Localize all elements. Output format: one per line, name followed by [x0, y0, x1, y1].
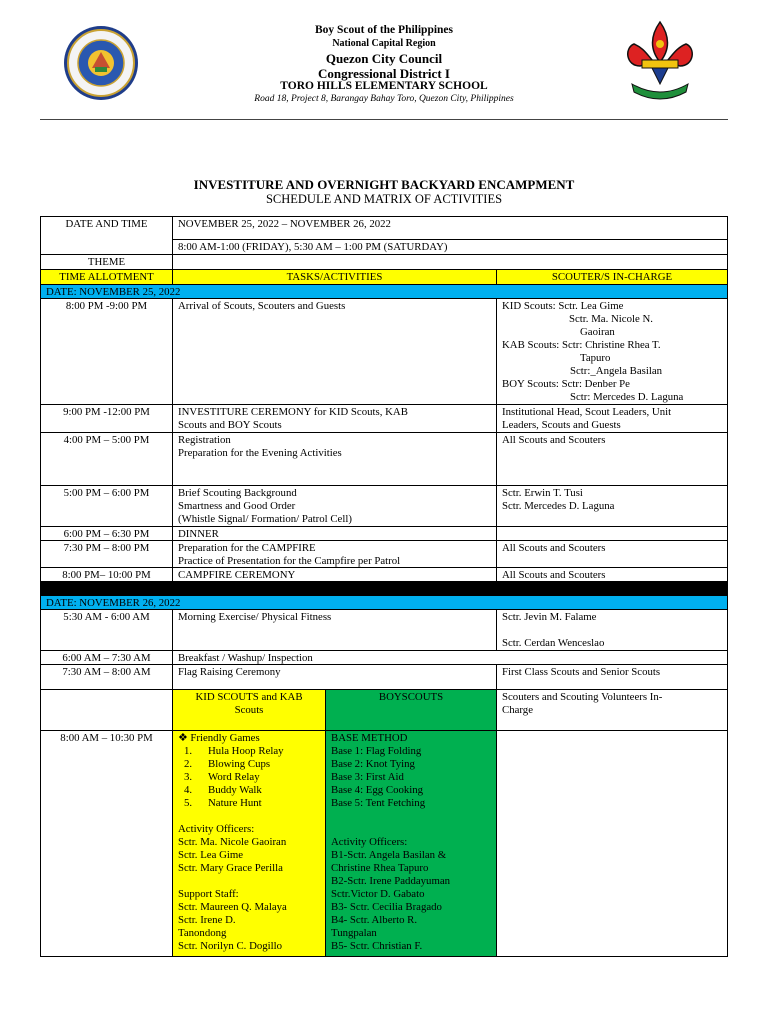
list-item: Sctr. Maureen Q. Malaya [178, 901, 287, 913]
theme-value [172, 254, 728, 269]
games-list [178, 745, 320, 810]
r1-scouter: KID Scouts: Sctr. Lea Gime [502, 300, 624, 312]
r9-time: 6:00 AM – 7:30 AM [62, 652, 151, 664]
table-row-scouters [496, 540, 728, 567]
r9-task: Breakfast / Washup/ Inspection [178, 652, 313, 664]
table-row-time [40, 540, 172, 567]
table-row-time [40, 432, 172, 485]
r10-time: 7:30 AM – 8:00 AM [62, 666, 151, 678]
r1-scouter: Sctr: Mercedes D. Laguna [570, 391, 684, 403]
date-time-label [40, 216, 172, 254]
table-row-task [172, 432, 496, 485]
list-item: Base 2: Knot Tying [331, 758, 415, 770]
table-row-time [40, 567, 172, 581]
r1-scouter: Sctr. Ma. Nicole N. [569, 313, 653, 325]
r8-time: 5:30 AM - 6:00 AM [63, 611, 150, 623]
table-row-scouters [496, 526, 728, 540]
document-title: INVESTITURE AND OVERNIGHT BACKYARD ENCAMPMENT [193, 177, 575, 192]
kid-kab-header-text: KID SCOUTS and KAB [195, 691, 303, 703]
list-item: Sctr. Irene D. [178, 914, 236, 926]
r1-scouter: KAB Scouts: Sctr: Christine Rhea T. [502, 339, 661, 351]
r3-task: Registration [178, 434, 231, 446]
r6-scouter: All Scouts and Scouters [502, 542, 606, 554]
r2-time: 9:00 PM -12:00 PM [63, 406, 150, 418]
list-item: B2-Sctr. Irene Paddayuman [331, 875, 451, 887]
list-item: Sctr. Lea Gime [178, 849, 244, 861]
table-row-scouters [496, 689, 728, 730]
kid-officers-label: Activity Officers: [178, 823, 255, 835]
table-row-scouters [496, 567, 728, 581]
r5-time: 6:00 PM – 6:30 PM [63, 528, 150, 540]
r7-scouter: All Scouts and Scouters [502, 569, 606, 581]
list-item: 3. Word Relay [184, 771, 260, 783]
list-item: 2. Blowing Cups [184, 758, 271, 770]
table-row-task [172, 540, 496, 567]
table-row-task [172, 526, 496, 540]
kid-kab-activities [172, 730, 325, 957]
r1-task: Arrival of Scouts, Scouters and Guests [178, 300, 346, 312]
list-item: 1. Hula Hoop Relay [184, 745, 284, 757]
date-value-text: NOVEMBER 25, 2022 – NOVEMBER 26, 2022 [178, 218, 391, 230]
r3-task: Preparation for the Evening Activities [178, 447, 342, 459]
header-divider [40, 119, 728, 120]
table-row-time [40, 664, 172, 689]
list-item: 4. Buddy Walk [184, 784, 262, 796]
list-item: B5- Sctr. Christian F. [331, 940, 423, 952]
table-row-scouters [496, 609, 728, 650]
r4-task: (Whistle Signal/ Formation/ Patrol Cell) [178, 513, 352, 525]
header-school: TORO HILLS ELEMENTARY SCHOOL [280, 80, 488, 92]
boy-officers-list [331, 849, 491, 953]
r8-task: Morning Exercise/ Physical Fitness [178, 611, 332, 623]
time-value-text: 8:00 AM-1:00 (FRIDAY), 5:30 AM – 1:00 PM (SATURDAY) [178, 241, 448, 253]
day1-banner [40, 284, 728, 298]
support-staff-label: Support Staff: [178, 888, 239, 900]
base-method-heading: BASE METHOD [331, 732, 408, 744]
day2-banner [40, 595, 728, 609]
date-value [172, 216, 728, 239]
day-separator [40, 581, 728, 595]
theme-label [40, 254, 172, 269]
theme-label-text: THEME [87, 256, 126, 268]
friendly-games-heading: ❖ Friendly Games [178, 732, 260, 744]
r1-scouter: Gaoiran [580, 326, 615, 338]
col-header-scouters [496, 269, 728, 284]
col-header-time-text: TIME ALLOTMENT [59, 271, 154, 283]
list-item: Tanondong [178, 927, 227, 939]
r12-time: 8:00 AM – 10:30 PM [60, 732, 153, 744]
kid-kab-header-text: Scouts [234, 704, 264, 716]
r1-time: 8:00 PM -9:00 PM [65, 300, 148, 312]
r4-scouter: Sctr. Erwin T. Tusi [502, 487, 583, 499]
day2-banner-text: DATE: NOVEMBER 26, 2022 [46, 597, 181, 609]
table-row-time [40, 609, 172, 650]
table-row-scouters [496, 730, 728, 957]
r1-scouter: Tapuro [580, 352, 611, 364]
list-item: B1-Sctr. Angela Basilan & [331, 849, 447, 861]
r3-scouter: All Scouts and Scouters [502, 434, 606, 446]
document-subtitle: SCHEDULE AND MATRIX OF ACTIVITIES [265, 192, 503, 206]
table-row-task [172, 664, 496, 689]
list-item: Sctr. Norilyn C. Dogillo [178, 940, 283, 952]
r4-task: Brief Scouting Background [178, 487, 297, 499]
boy-officers-label: Activity Officers: [331, 836, 408, 848]
list-item: Base 4: Egg Cooking [331, 784, 424, 796]
header-council: Quezon City Council [325, 51, 443, 66]
col-header-tasks [172, 269, 496, 284]
r2-task: INVESTITURE CEREMONY for KID Scouts, KAB [178, 406, 408, 418]
table-row-task [172, 298, 496, 404]
list-item: Base 1: Flag Folding [331, 745, 422, 757]
r2-scouter: Leaders, Scouts and Guests [502, 419, 621, 431]
r1-scouter: Sctr:_Angela Basilan [570, 365, 663, 377]
r10-scouter: First Class Scouts and Senior Scouts [502, 666, 661, 678]
r2-task: Scouts and BOY Scouts [178, 419, 282, 431]
r6-task: Preparation for the CAMPFIRE [178, 542, 316, 554]
r6-task: Practice of Presentation for the Campfire per Patrol [178, 555, 401, 567]
support-staff-list [178, 901, 320, 953]
list-item: Tungpalan [331, 927, 377, 939]
table-row-time [40, 485, 172, 526]
boyscouts-header-text: BOYSCOUTS [378, 691, 444, 703]
table-row-scouters [496, 404, 728, 432]
list-item: Sctr. Ma. Nicole Gaoiran [178, 836, 287, 848]
time-value [172, 239, 728, 254]
day1-banner-text: DATE: NOVEMBER 25, 2022 [46, 286, 181, 298]
table-row-scouters [496, 298, 728, 404]
r4-time: 5:00 PM – 6:00 PM [63, 487, 150, 499]
table-row-task [172, 650, 728, 664]
col-header-tasks-text: TASKS/ACTIVITIES [286, 271, 383, 283]
r7-task: CAMPFIRE CEREMONY [178, 569, 296, 581]
table-row-task [172, 485, 496, 526]
table-row-time [40, 526, 172, 540]
kid-officers-list [178, 836, 320, 875]
boyscouts-header [325, 689, 496, 730]
list-item: B3- Sctr. Cecilia Bragado [331, 901, 442, 913]
list-item: B4- Sctr. Alberto R. [331, 914, 418, 926]
r8-scouter: Sctr. Jevin M. Falame [502, 611, 597, 623]
r10-task: Flag Raising Ceremony [178, 666, 281, 678]
date-time-label-text: DATE AND TIME [65, 218, 148, 230]
kid-kab-header [172, 689, 325, 730]
table-row-scouters [496, 432, 728, 485]
table-row-scouters [496, 664, 728, 689]
table-row-task [172, 567, 496, 581]
list-item: Base 3: First Aid [331, 771, 404, 783]
table-row-time [40, 298, 172, 404]
list-item: 5. Nature Hunt [184, 797, 262, 809]
table-row-time [40, 404, 172, 432]
r1-scouter: BOY Scouts: Sctr: Denber Pe [502, 378, 630, 390]
col-header-scouters-text: SCOUTER/S IN-CHARGE [551, 271, 673, 283]
list-item: Christine Rhea Tapuro [331, 862, 429, 874]
r11-scouter: Charge [502, 704, 533, 716]
r8-scouter: Sctr. Cerdan Wenceslao [502, 637, 605, 649]
bases-list [331, 745, 491, 810]
table-row-task [172, 404, 496, 432]
list-item: Base 5: Tent Fetching [331, 797, 426, 809]
table-row-task [172, 609, 496, 650]
col-header-time [40, 269, 172, 284]
r11-scouter: Scouters and Scouting Volunteers In- [502, 691, 663, 703]
r6-time: 7:30 PM – 8:00 PM [63, 542, 150, 554]
list-item: Sctr. Mary Grace Perilla [178, 862, 283, 874]
r5-task: DINNER [178, 528, 219, 540]
table-row-time [40, 730, 172, 957]
table-row-scouters [496, 485, 728, 526]
table-row-time [40, 689, 172, 730]
table-row-time [40, 650, 172, 664]
list-item: Sctr.Victor D. Gabato [331, 888, 425, 900]
r2-scouter: Institutional Head, Scout Leaders, Unit [502, 406, 672, 418]
boyscout-activities [325, 730, 496, 957]
header-district: Congressional District I [318, 66, 450, 81]
header-address: Road 18, Project 8, Barangay Bahay Toro, Quezon City, Philippines [254, 94, 514, 104]
header-org: Boy Scout of the Philippines [314, 24, 454, 36]
header-region: National Capital Region [332, 38, 436, 49]
r3-time: 4:00 PM – 5:00 PM [63, 434, 150, 446]
r4-task: Smartness and Good Order [178, 500, 296, 512]
r4-scouter: Sctr. Mercedes D. Laguna [502, 500, 615, 512]
r7-time: 8:00 PM– 10:00 PM [62, 569, 151, 581]
